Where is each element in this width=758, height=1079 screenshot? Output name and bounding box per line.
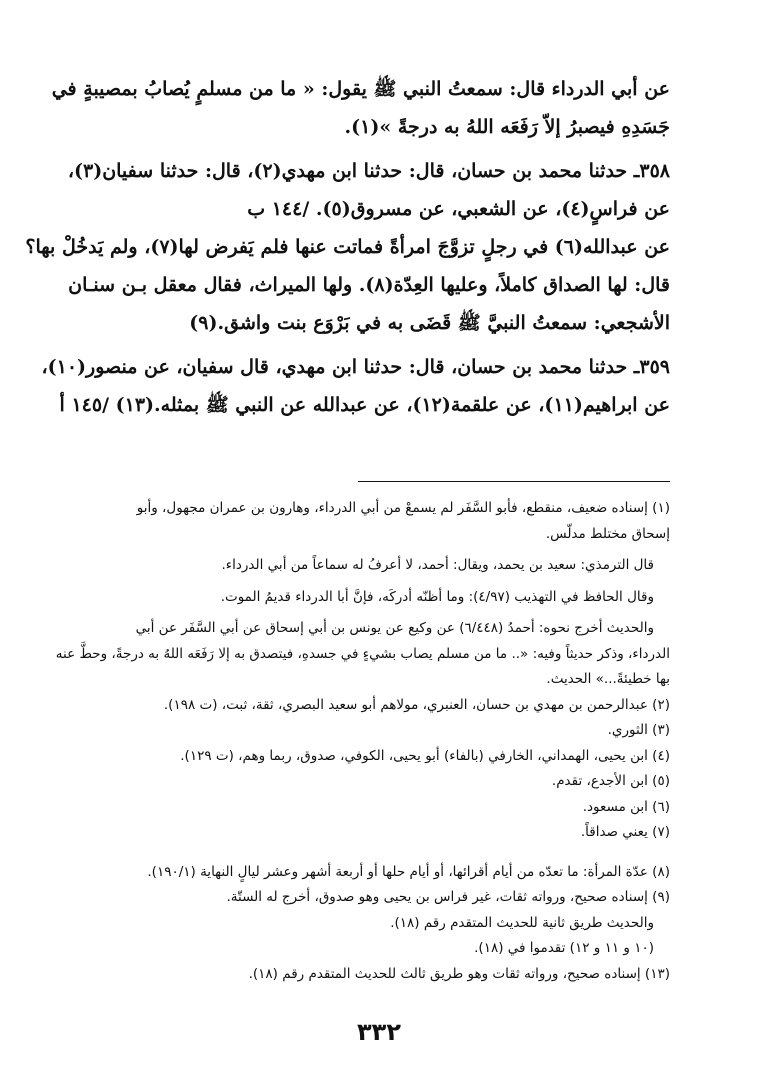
- body-line: عن عبدالله(٦) في رجلٍ تزوَّجَ امرأةً فماتت عنها فلم يَفرض لها(٧)، ولم يَدخُلْ بها؟: [25, 236, 670, 258]
- hadith-359-line: ٣٥٩ـ حدثنا محمد بن حسان، قال: حدثنا ابن مهدي، قال سفيان، عن منصور(١٠)،: [41, 356, 670, 378]
- hadith-358-line: ٣٥٨ـ حدثنا محمد بن حسان، قال: حدثنا ابن مهدي(٢)، قال: حدثنا سفيان(٣)،: [67, 160, 670, 182]
- footnote-4: (٤) ابن يحيى، الهمداني، الخارفي (بالفاء) أبو يحيى، الكوفي، صدوق، ربما وهم، (ت ١٢٩).: [180, 747, 670, 764]
- body-line: الأشجعي: سمعتُ النبيَّ ﷺ قَضَى به في بَرْوَع بنت واشق.(٩): [189, 312, 670, 334]
- footnote-9: (٩) إسناده صحيح، ورواته ثقات، غير فراس بن يحيى وهو صدوق، أخرج له الستّة.: [226, 889, 670, 905]
- footnote-1-cont: الدرداء، وذكر حديثاً وفيه: «.. ما من مسلم يصاب بشيءٍ في جسدهِ، فيتصدق به إلا رَفَعَه اللهُ به درجةً، وحطَّ عنه: [55, 645, 670, 662]
- footnote-1: (١) إسناده ضعيف، منقطع، فأبو السَّفَر لم يسمعْ من أبي الدرداء، وهارون بن عمران مجهول، وأبو: [136, 500, 670, 516]
- body-line: جَسَدِهِ فيصبرُ إلاّ رَفَعَه اللهُ به درجةً »(١).: [344, 116, 670, 138]
- footnote-1-cont: وقال الحافظ في التهذيب (٤/٩٧): وما أظنّه أدركَه، فإنَّ أبا الدرداء قديمُ الموت.: [220, 588, 654, 605]
- footnote-3: (٣) الثوري.: [607, 722, 670, 738]
- footnote-10-12: (١٠ و ١١ و ١٢) تقدموا في (١٨).: [474, 940, 654, 956]
- footnote-divider: [358, 481, 670, 482]
- page-number: ٣٣٢: [357, 1018, 401, 1046]
- main-text: [25, 70, 670, 424]
- body-line: عن أبي الدرداء قال: سمعتُ النبي ﷺ يقول: « ما من مسلمٍ يُصابُ بمصيبةٍ في: [51, 78, 670, 100]
- footnote-1-cont: بها خطيئةً...» الحديث.: [546, 671, 670, 687]
- footnotes: [55, 496, 670, 987]
- footnote-8: (٨) عدّة المرأة: ما تعدّه من أيام أقرائها، أو أيام حلها أو أربعة أشهر وعشر ليالٍ النهاية (١٩٠/١).: [147, 863, 670, 880]
- footnote-5: (٥) ابن الأجدع، تقدم.: [551, 773, 670, 789]
- footnote-1-cont: قال الترمذي: سعيد بن يحمد، ويقال: أحمد، لا أعرفُ له سماعاً من أبي الدرداء.: [221, 557, 654, 573]
- footnote-6: (٦) ابن مسعود.: [582, 798, 670, 815]
- footnote-2: (٢) عبدالرحمن بن مهدي بن حسان، العنبري، مولاهم أبو سعيد البصري، ثقة، ثبت، (ت ١٩٨).: [163, 696, 670, 713]
- footnote-13: (١٣) إسناده صحيح، ورواته ثقات وهو طريق ثالث للحديث المتقدم رقم (١٨).: [248, 965, 670, 982]
- footnote-1-cont: إسحاق مختلط مدلّس.: [545, 525, 670, 542]
- body-line: عن فراسٍ(٤)، عن الشعبي، عن مسروق(٥). /١٤٤ ب: [247, 198, 670, 220]
- body-line: قال: لها الصداق كاملاً، وعليها العِدّة(٨). ولها الميراث، فقال معقل بـن سنـان: [68, 274, 670, 296]
- footnote-1-cont: والحديث أخرج نحوه: أحمدُ (٦/٤٤٨) عن وكيع عن يونس بن أبي إسحاق عن أبي السَّفَر عن أبي: [135, 620, 654, 636]
- footnote-9-cont: والحديث طريق ثانية للحديث المتقدم رقم (١٨).: [390, 914, 654, 931]
- footnote-7: (٧) يعني صداقاً.: [580, 824, 670, 840]
- body-line: عن ابراهيم(١١)، عن علقمة(١٢)، عن عبدالله عن النبي ﷺ بمثله.(١٣) /١٤٥ أ: [59, 394, 670, 416]
